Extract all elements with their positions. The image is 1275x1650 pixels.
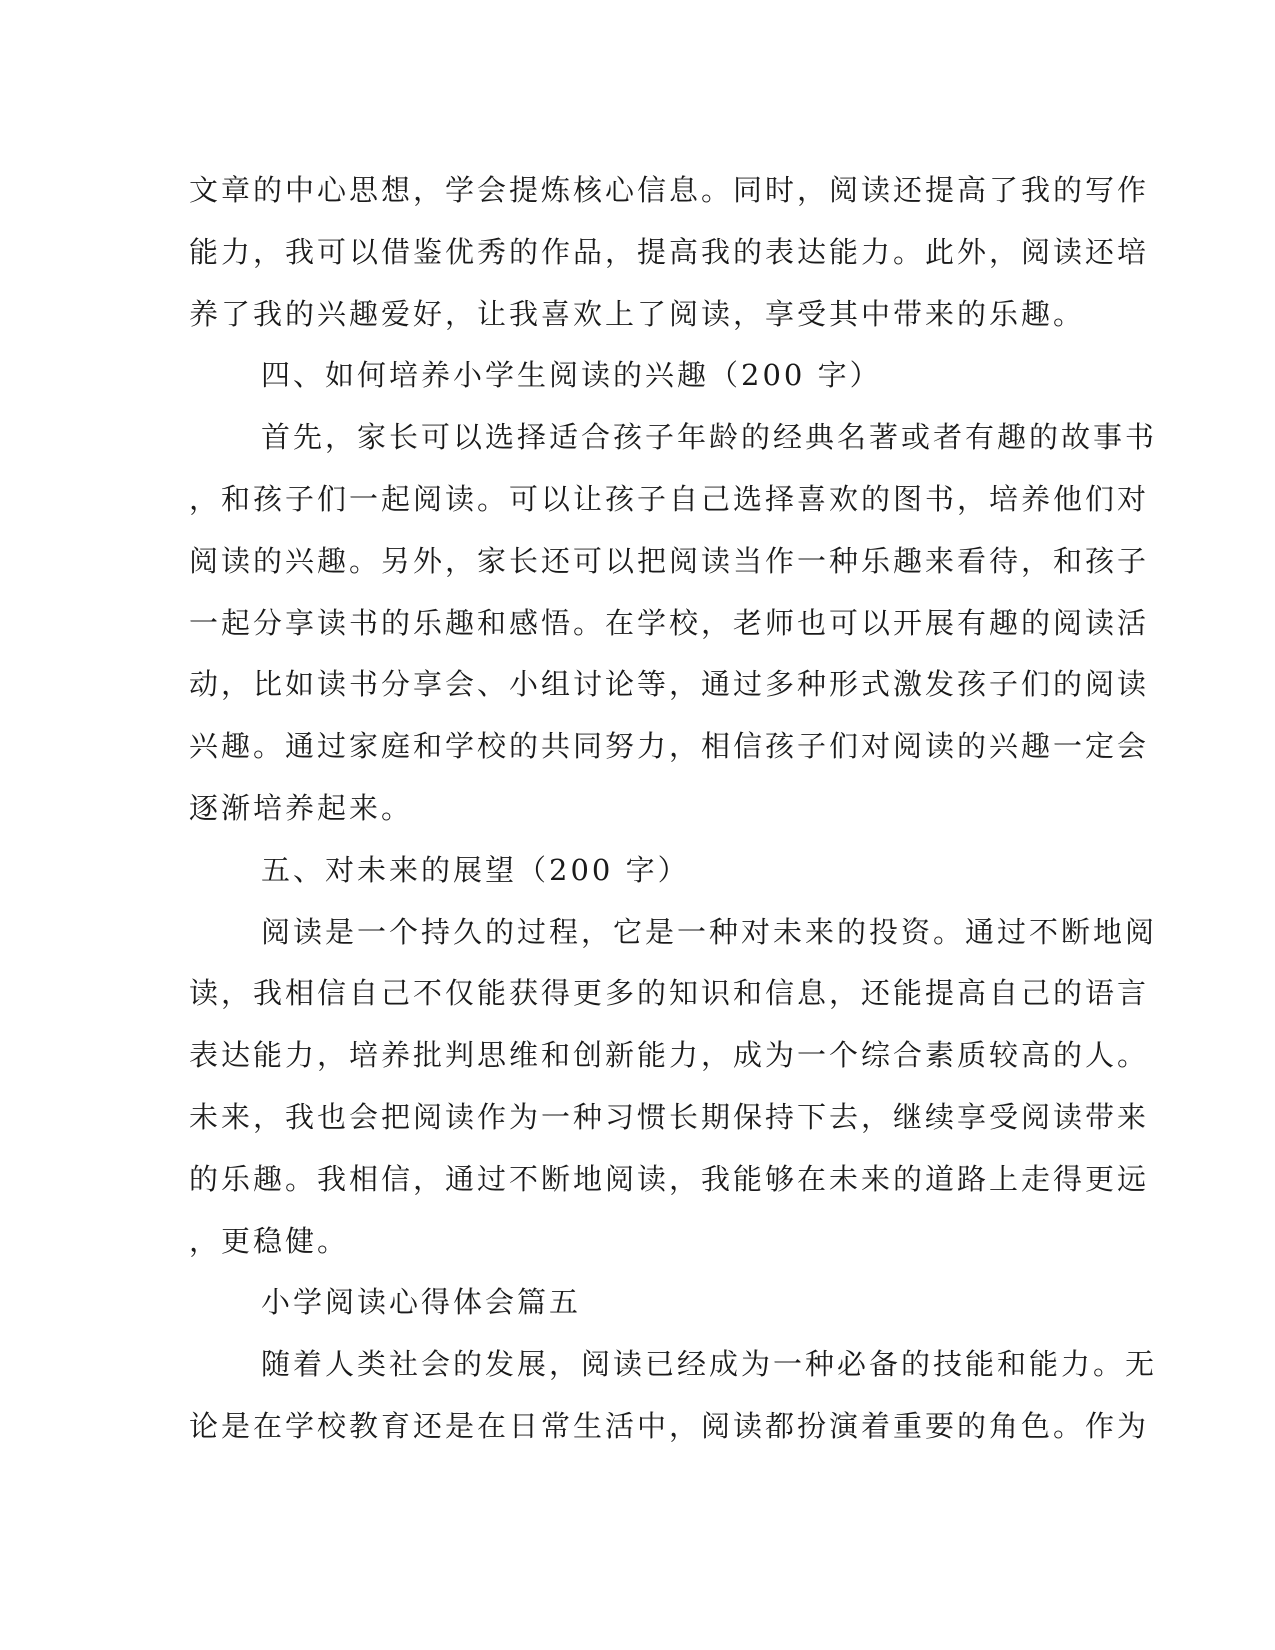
text-line: 随着人类社会的发展，阅读已经成为一种必备的技能和能力。无 (261, 1347, 1158, 1382)
text-line: ，和孩子们一起阅读。可以让孩子自己选择喜欢的图书，培养他们对 (189, 481, 1150, 516)
text-line: 读，我相信自己不仅能获得更多的知识和信息，还能提高自己的语言 (189, 976, 1150, 1011)
text-line: 阅读是一个持久的过程，它是一种对未来的投资。通过不断地阅 (261, 914, 1158, 949)
text-line: 的乐趣。我相信，通过不断地阅读，我能够在未来的道路上走得更远 (189, 1161, 1150, 1196)
text-line: 论是在学校教育还是在日常生活中，阅读都扮演着重要的角色。作为 (189, 1408, 1150, 1443)
text-line: 首先，家长可以选择适合孩子年龄的经典名著或者有趣的故事书 (261, 420, 1158, 455)
document-body (189, 160, 1158, 1458)
chapter-title: 小学阅读心得体会篇五 (261, 1285, 582, 1320)
text-line: 兴趣。通过家庭和学校的共同努力，相信孩子们对阅读的兴趣一定会 (189, 729, 1150, 764)
text-line: 动，比如读书分享会、小组讨论等，通过多种形式激发孩子们的阅读 (189, 667, 1150, 702)
text-line: 文章的中心思想，学会提炼核心信息。同时，阅读还提高了我的写作 (189, 173, 1150, 207)
text-line: 逐渐培养起来。 (189, 790, 414, 825)
section-heading: 四、如何培养小学生阅读的兴趣（200 字） (261, 358, 882, 393)
text-line: 一起分享读书的乐趣和感悟。在学校，老师也可以开展有趣的阅读活 (189, 605, 1150, 640)
text-line: 养了我的兴趣爱好，让我喜欢上了阅读，享受其中带来的乐趣。 (189, 296, 1086, 331)
section-heading: 五、对未来的展望（200 字） (261, 852, 690, 887)
text-line: 阅读的兴趣。另外，家长还可以把阅读当作一种乐趣来看待，和孩子 (189, 543, 1150, 578)
text-line: 能力，我可以借鉴优秀的作品，提高我的表达能力。此外，阅读还培 (189, 234, 1150, 269)
text-line: 未来，我也会把阅读作为一种习惯长期保持下去，继续享受阅读带来 (189, 1099, 1150, 1134)
text-line: 表达能力，培养批判思维和创新能力，成为一个综合素质较高的人。 (189, 1038, 1150, 1073)
text-line: ，更稳健。 (189, 1223, 350, 1258)
